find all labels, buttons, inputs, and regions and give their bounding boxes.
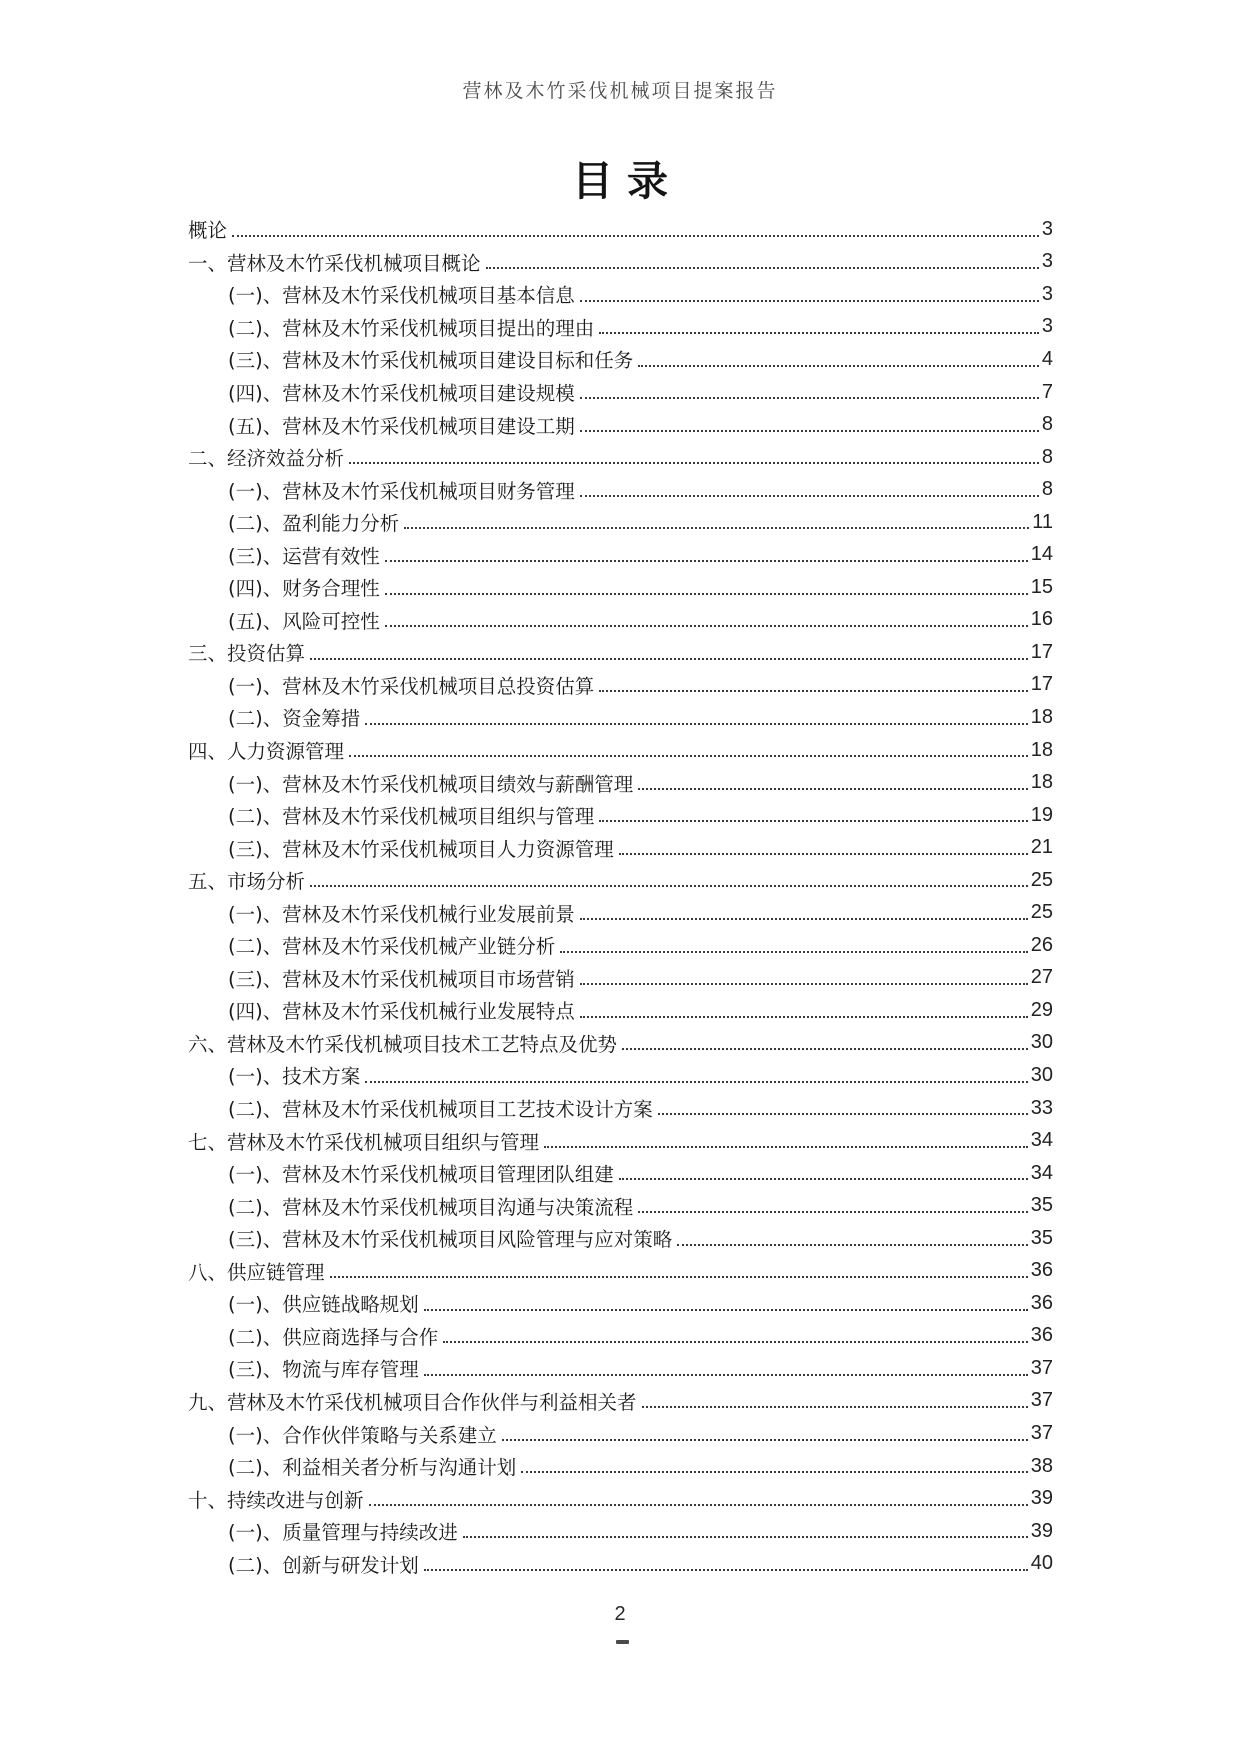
toc-entry-label: 六、营林及木竹采伐机械项目技术工艺特点及优势 [188,1032,618,1056]
dot-leader [619,1178,1028,1180]
toc-entry-page: 36 [1030,1324,1053,1347]
toc-entry [188,701,1053,734]
dot-leader [599,332,1039,334]
toc-entry-page: 18 [1030,771,1053,794]
toc-entry-label: (三)、物流与库存管理 [228,1358,419,1382]
toc-entry [188,994,1053,1027]
toc-entry-label: (四)、营林及木竹采伐机械行业发展特点 [228,1000,575,1024]
toc-entry [188,1385,1053,1418]
toc-entry-page: 40 [1030,1552,1053,1575]
toc-entry [188,734,1053,767]
toc-entry-page: 19 [1030,803,1053,826]
dot-leader [385,625,1028,627]
dot-leader [638,1211,1028,1213]
toc-entry [188,278,1053,311]
dot-leader [599,690,1028,692]
toc-entry-page: 37 [1030,1422,1053,1444]
dot-leader [424,1309,1028,1311]
toc-entry-label: (一)、营林及木竹采伐机械项目总投资估算 [228,674,595,698]
toc-entry-label: (二)、资金筹措 [228,707,361,731]
toc-entry-label: (二)、创新与研发计划 [228,1553,419,1577]
toc-entry [188,376,1053,409]
toc-entry [188,1255,1053,1288]
toc-entry [188,1287,1053,1320]
toc-entry [188,1515,1053,1548]
toc-entry-label: (四)、财务合理性 [228,577,380,601]
dot-leader [544,1146,1028,1148]
document-running-header: 营林及木竹采伐机械项目提案报告 [462,80,778,102]
dot-leader [443,1341,1028,1343]
toc-entry-label: (三)、营林及木竹采伐机械项目建设目标和任务 [228,349,634,373]
dot-leader [622,1048,1028,1050]
toc-entry-page: 39 [1030,1519,1053,1542]
toc-entry-page: 14 [1030,543,1053,566]
dot-leader [580,430,1039,432]
toc-entry-page: 38 [1030,1454,1053,1477]
dot-leader [424,1374,1028,1376]
dot-leader [638,788,1028,790]
toc-entry-page: 21 [1030,836,1053,859]
toc-entry [188,1027,1053,1060]
toc-entry-page: 30 [1030,1063,1053,1086]
toc-entry-label: (二)、营林及木竹采伐机械项目沟通与决策流程 [228,1195,634,1219]
toc-entry-label: (一)、营林及木竹采伐机械项目基本信息 [228,284,575,308]
dot-leader [642,1406,1028,1408]
toc-entry [188,571,1053,604]
toc-entry-label: 二、经济效益分析 [188,447,345,471]
toc-entry [188,766,1053,799]
toc-entry-label: (二)、利益相关者分析与沟通计划 [228,1456,517,1480]
toc-entry [188,1450,1053,1483]
toc-entry [188,1059,1053,1092]
toc-entry-label: (二)、营林及木竹采伐机械项目组织与管理 [228,805,595,829]
toc-entry-page: 8 [1041,413,1053,436]
toc-entry-page: 4 [1041,347,1053,370]
toc-entry-label: 十、持续改进与创新 [188,1488,364,1512]
toc-entry-page: 18 [1030,738,1053,761]
toc-entry-label: (三)、运营有效性 [228,544,380,568]
dot-leader [580,918,1028,920]
toc-entry [188,1222,1053,1255]
toc-entry [188,1482,1053,1515]
toc-entry-page: 35 [1030,1226,1053,1249]
toc-entry-page: 34 [1030,1129,1053,1152]
dot-leader [580,983,1028,985]
toc-entry [188,896,1053,929]
toc-entry-page: 17 [1030,673,1053,696]
toc-entry-label: (一)、合作伙伴策略与关系建立 [228,1423,497,1447]
toc-entry [188,473,1053,506]
toc-entry-page: 39 [1030,1487,1053,1510]
dot-leader [404,527,1029,529]
toc-entry-page: 8 [1041,478,1053,501]
toc-entry [188,1547,1053,1580]
toc-entry-page: 26 [1030,933,1053,956]
toc-title: 目录 [572,157,682,205]
dot-leader [349,462,1039,464]
toc-entry-label: (三)、营林及木竹采伐机械项目人力资源管理 [228,837,614,861]
toc-entry-page: 3 [1041,282,1053,305]
dot-leader [310,885,1028,887]
scan-artifact-mark [616,1640,629,1644]
toc-entry-page: 3 [1041,250,1053,273]
toc-entry-label: (三)、营林及木竹采伐机械项目风险管理与应对策略 [228,1228,673,1252]
toc-entry-label: (二)、营林及木竹采伐机械产业链分析 [228,935,556,959]
toc-entry-label: (二)、营林及木竹采伐机械项目提出的理由 [228,316,595,340]
toc-entry [188,962,1053,995]
toc-entry [188,1157,1053,1190]
toc-entry-page: 34 [1030,1161,1053,1184]
dot-leader [560,951,1028,953]
dot-leader [580,300,1039,302]
toc-entry-label: 概论 [188,219,228,243]
toc-entry [188,604,1053,637]
toc-entry [188,1124,1053,1157]
toc-entry-page: 18 [1030,705,1053,728]
toc-entry-page: 8 [1041,445,1053,468]
toc-entry-label: (一)、技术方案 [228,1065,361,1089]
toc-entry-page: 11 [1032,510,1053,533]
toc-entry-label: (一)、营林及木竹采伐机械项目管理团队组建 [228,1163,614,1187]
toc-entry-label: (三)、营林及木竹采伐机械项目市场营销 [228,967,575,991]
toc-entry-label: 七、营林及木竹采伐机械项目组织与管理 [188,1130,540,1154]
dot-leader [658,1113,1028,1115]
dot-leader [385,560,1028,562]
toc-list [188,213,1053,1580]
dot-leader [385,593,1028,595]
dot-leader [424,1569,1028,1571]
page-number-footer: 2 [614,1603,626,1625]
toc-entry-page: 33 [1030,1096,1053,1119]
toc-entry [188,864,1053,897]
toc-entry-label: (四)、营林及木竹采伐机械项目建设规模 [228,382,575,405]
dot-leader [580,397,1039,399]
dot-leader [599,820,1028,822]
toc-entry-label: 五、市场分析 [188,870,306,894]
toc-entry-page: 25 [1030,868,1053,891]
toc-entry-label: (一)、营林及木竹采伐机械项目财务管理 [228,479,575,503]
toc-entry [188,506,1053,539]
toc-entry-label: 八、供应链管理 [188,1260,325,1284]
toc-entry-page: 36 [1030,1291,1053,1314]
toc-entry-page: 36 [1030,1259,1053,1282]
toc-entry [188,929,1053,962]
toc-entry [188,1189,1053,1222]
toc-entry [188,343,1053,376]
toc-entry-page: 3 [1041,217,1053,240]
toc-entry [188,1320,1053,1353]
dot-leader [502,1439,1028,1441]
toc-entry [188,799,1053,832]
dot-leader [619,853,1028,855]
dot-leader [232,235,1039,237]
toc-entry-label: (一)、营林及木竹采伐机械项目绩效与薪酬管理 [228,772,634,796]
toc-entry-label: 三、投资估算 [188,642,306,666]
toc-entry-label: 九、营林及木竹采伐机械项目合作伙伴与利益相关者 [188,1390,637,1414]
toc-entry-label: (一)、供应链战略规划 [228,1293,419,1317]
toc-entry [188,1417,1053,1450]
toc-entry-page: 16 [1030,608,1053,631]
toc-entry-label: (一)、营林及木竹采伐机械行业发展前景 [228,902,575,926]
toc-entry-label: (五)、营林及木竹采伐机械项目建设工期 [228,414,575,438]
toc-entry-page: 25 [1030,901,1053,924]
toc-entry-page: 3 [1041,315,1053,338]
dot-leader [349,755,1028,757]
dot-leader [580,495,1039,497]
toc-entry-page: 37 [1030,1356,1053,1379]
toc-entry-page: 30 [1030,1031,1053,1054]
toc-entry [188,1092,1053,1125]
dot-leader [486,267,1039,269]
toc-entry-page: 15 [1030,575,1053,598]
toc-entry-page: 7 [1041,380,1053,403]
dot-leader [677,1244,1028,1246]
toc-entry-label: (一)、质量管理与持续改进 [228,1521,458,1545]
toc-entry-label: 四、人力资源管理 [188,740,345,764]
toc-entry-page: 17 [1030,640,1053,663]
dot-leader [365,723,1028,725]
toc-entry-page: 27 [1030,966,1053,989]
toc-entry-label: (二)、盈利能力分析 [228,512,400,536]
dot-leader [330,1276,1028,1278]
toc-entry [188,1352,1053,1385]
toc-entry [188,311,1053,344]
toc-entry [188,213,1053,246]
toc-entry [188,831,1053,864]
toc-entry-label: 一、营林及木竹采伐机械项目概论 [188,251,481,275]
toc-entry-page: 29 [1030,998,1053,1021]
toc-entry-page: 37 [1030,1389,1053,1412]
dot-leader [310,658,1028,660]
toc-entry [188,669,1053,702]
dot-leader [365,1081,1028,1083]
toc-entry [188,408,1053,441]
toc-entry [188,441,1053,474]
dot-leader [369,1504,1028,1506]
toc-entry-label: (二)、营林及木竹采伐机械项目工艺技术设计方案 [228,1098,653,1122]
toc-entry [188,246,1053,279]
dot-leader [463,1536,1028,1538]
dot-leader [580,1016,1028,1018]
toc-entry-label: (五)、风险可控性 [228,609,380,633]
toc-entry-label: (二)、供应商选择与合作 [228,1325,439,1349]
toc-entry [188,636,1053,669]
dot-leader [638,365,1039,367]
dot-leader [521,1471,1028,1473]
toc-entry-page: 35 [1030,1194,1053,1217]
toc-entry [188,538,1053,571]
